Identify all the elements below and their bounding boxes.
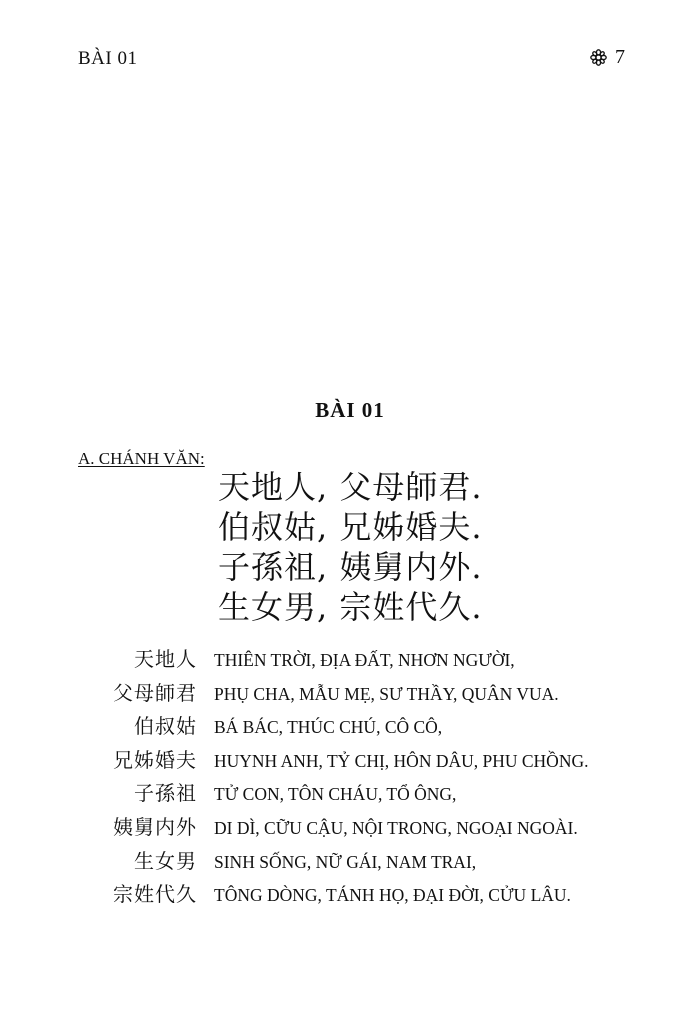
glossary-row [60,744,680,778]
glossary-row [60,777,680,811]
main-text-line: 伯叔姑, 兄姊婚夫. [218,508,483,546]
glossary-vietnamese-gloss: TÔNG DÒNG, TÁNH HỌ, ĐẠI ĐỜI, CỬU LÂU. [214,885,571,906]
glossary-row [60,845,680,879]
main-text-block [218,467,483,627]
main-text-line: 生女男, 宗姓代久. [218,588,483,626]
glossary-row [60,677,680,711]
glossary-han-term: 生女男 [134,848,197,873]
glossary-row [60,878,680,912]
glossary-vietnamese-gloss: HUYNH ANH, TỶ CHỊ, HÔN DÂU, PHU CHỒNG. [214,750,589,771]
lesson-title: BÀI 01 [315,398,385,422]
glossary-row [60,710,680,744]
glossary-vietnamese-gloss: THIÊN TRỜI, ĐỊA ĐẤT, NHƠN NGƯỜI, [214,650,515,670]
section-heading: A. CHÁNH VĂN: [78,449,205,468]
glossary-list [60,643,680,912]
glossary-han-term: 父母師君 [113,680,197,705]
flower-ornament-icon [590,49,607,66]
glossary-han-term: 宗姓代久 [113,882,197,907]
page-number-block [590,46,625,69]
glossary-han-term: 伯叔姑 [134,714,197,739]
glossary-row [60,643,680,677]
page-number: 7 [615,46,625,68]
glossary-vietnamese-gloss: DI DÌ, CỮU CẬU, NỘI TRONG, NGOẠI NGOÀI. [214,817,578,838]
glossary-han-term: 天地人 [134,647,197,671]
glossary-vietnamese-gloss: TỬ CON, TÔN CHÁU, TỔ ÔNG, [214,784,457,805]
glossary-vietnamese-gloss: SINH SỐNG, NỮ GÁI, NAM TRAI, [214,851,477,872]
glossary-han-term: 子孫祖 [134,781,197,806]
glossary-han-term: 兄姊婚夫 [113,747,197,772]
main-text-line: 子孫祖, 姨舅内外. [218,548,483,586]
running-header-title: BÀI 01 [78,48,138,69]
main-text-line: 天地人, 父母師君. [218,468,483,506]
glossary-row [60,811,680,845]
glossary-vietnamese-gloss: PHỤ CHA, MẪU MẸ, SƯ THẦY, QUÂN VUA. [214,683,559,704]
glossary-han-term: 姨舅内外 [113,814,197,839]
glossary-vietnamese-gloss: BÁ BÁC, THÚC CHÚ, CÔ CÔ, [214,717,443,738]
